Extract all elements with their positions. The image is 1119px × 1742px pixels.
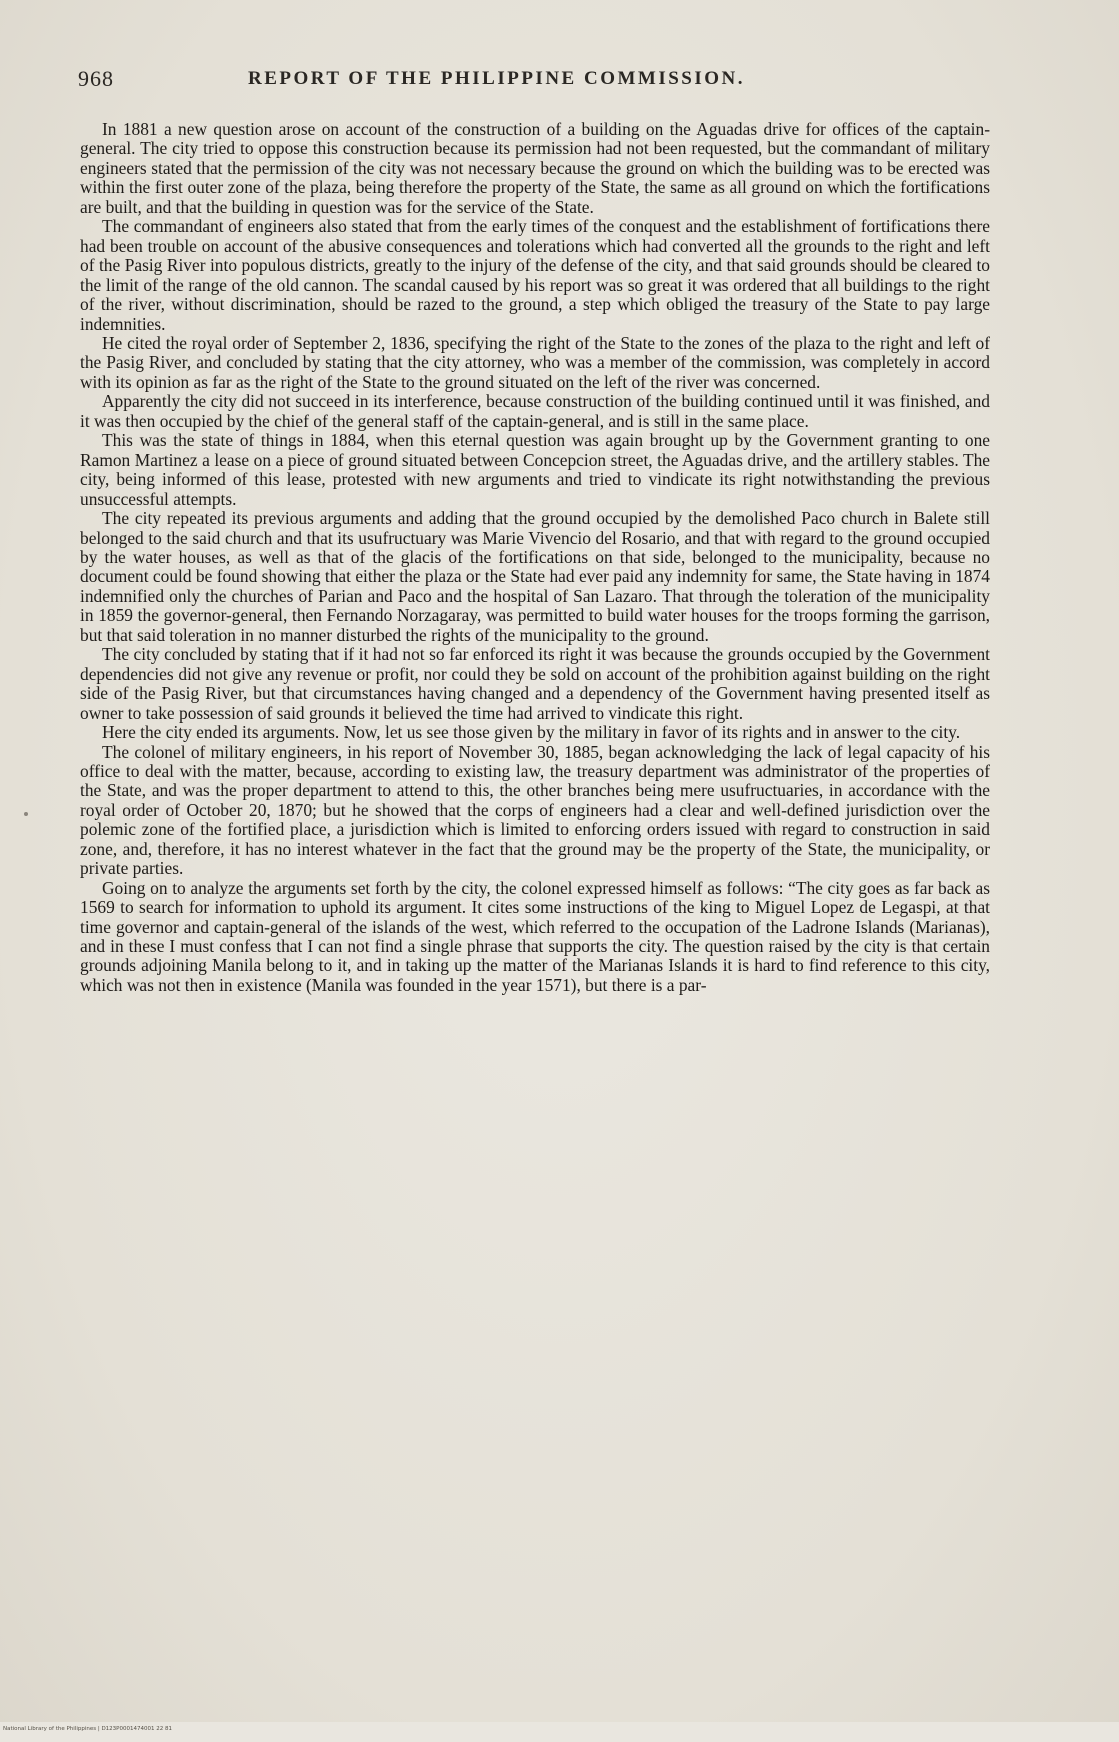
paragraph: The city concluded by stating that if it had not so far enforced its right it was because the grounds occupied by the Government dependencies did not give any revenue or profit, nor could they be sold on account of the prohibition against building on the right side of the Pasig River, but that circumstances having changed and a dependency of the Government having presented itself as owner to take possession of said grounds it believed the time had arrived to vindicate this right.: [80, 644, 990, 723]
scan-footer: [0, 1722, 1119, 1742]
page-number: 968: [78, 66, 114, 91]
running-head: REPORT OF THE PHILIPPINE COMMISSION.: [248, 68, 746, 89]
paragraph: Here the city ended its arguments. Now, let us see those given by the military in favor of its rights and in answer to the city.: [102, 722, 961, 743]
paragraph: The colonel of military engineers, in his report of November 30, 1885, began acknowledging the lack of legal capacity of his office to deal with the matter, because, according to existing law, the treasury department was administrator of the properties of the State, and was the proper department to attend to this, the other branches being mere usufructuaries, in accordance with the royal order of October 20, 1870; but he showed that the corps of engineers had a clear and well-defined jurisdiction over the polemic zone of the fortified place, a jurisdiction which is limited to enforcing orders issued with regard to construction in said zone, and, therefore, it has no interest whatever in the fact that the ground may be the property of the State, the municipality, or private parties.: [80, 741, 990, 879]
scan-speck: [24, 812, 28, 816]
page-header: [78, 66, 988, 94]
scan-stamp-text: National Library of the Philippines | D123P0001474001 22 81: [3, 1726, 172, 1732]
paragraph: The commandant of engineers also stated that from the early times of the conquest and the establishment of fortifications there had been trouble on account of the abusive consequences and tolerations which had converted all the grounds to the right and left of the Pasig River into populous districts, greatly to the injury of the defense of the city, and that said grounds should be cleared to the limit of the range of the old cannon. The scandal caused by his report was so great it was ordered that all buildings to the right of the river, without discrimination, should be razed to the ground, a step which obliged the treasury of the State to pay large indemnities.: [80, 216, 990, 334]
paragraph: Going on to analyze the arguments set forth by the city, the colonel expressed himself as follows: “The city goes as far back as 1569 to search for information to uphold its argument. It cites some instructions of the king to Miguel Lopez de Legaspi, at that time governor and captain-general of the islands of the west, which referred to the occupation of the Ladrone Islands (Marianas), and in these I must confess that I can not find a single phrase that supports the city. The question raised by the city is that certain grounds adjoining Manila belong to it, and in taking up the matter of the Marianas Islands it is hard to find reference to this city, which was not then in existence (Manila was founded in the year 1571), but there is a par-: [80, 877, 990, 995]
paragraph: The city repeated its previous arguments and adding that the ground occupied by the demolished Paco church in Balete still belonged to the said church and that its usufructuary was Marie Vivencio del Rosario, and that with regard to the ground occupied by the water houses, as well as that of the glacis of the fortifications on that side, belonged to the municipality, because no document could be found showing that either the plaza or the State had ever paid any indemnity for same, the State having in 1874 indemnified only the churches of Parian and Paco and the hospital of San Lazaro. That through the toleration of the municipality in 1859 the governor-general, then Fernando Norzagaray, was permitted to build water houses for the troops forming the garrison, but that said toleration in no manner disturbed the rights of the municipality to the ground.: [80, 508, 990, 645]
paragraph: Apparently the city did not succeed in its interference, because construction of the building continued until it was finished, and it was then occupied by the chief of the general staff of the captain-general, and is still in the same place.: [80, 391, 990, 431]
paragraph: This was the state of things in 1884, when this eternal question was again brought up by the Government granting to one Ramon Martinez a lease on a piece of ground situated between Concepcion street, the Aguadas drive, and the artillery stables. The city, being informed of this lease, protested with new arguments and tried to vindicate its right notwithstanding the previous unsuccessful attempts.: [80, 430, 990, 509]
paragraph: He cited the royal order of September 2, 1836, specifying the right of the State to the zones of the plaza to the right and left of the Pasig River, and concluded by stating that the city attorney, who was a member of the commission, was completely in accord with its opinion as far as the right of the State to the ground situated on the left of the river was concerned.: [80, 332, 990, 392]
body-text: [80, 120, 990, 1680]
paragraph: In 1881 a new question arose on account of the construction of a building on the Aguadas drive for offices of the captain-general. The city tried to oppose this construction because its permission had not been requested, but the commandant of military engineers stated that the permission of the city was not necessary because the ground on which the building was to be erected was within the first outer zone of the plaza, being therefore the property of the State, the same as all ground on which the fortifications are built, and that the building in question was for the service of the State.: [80, 120, 990, 217]
